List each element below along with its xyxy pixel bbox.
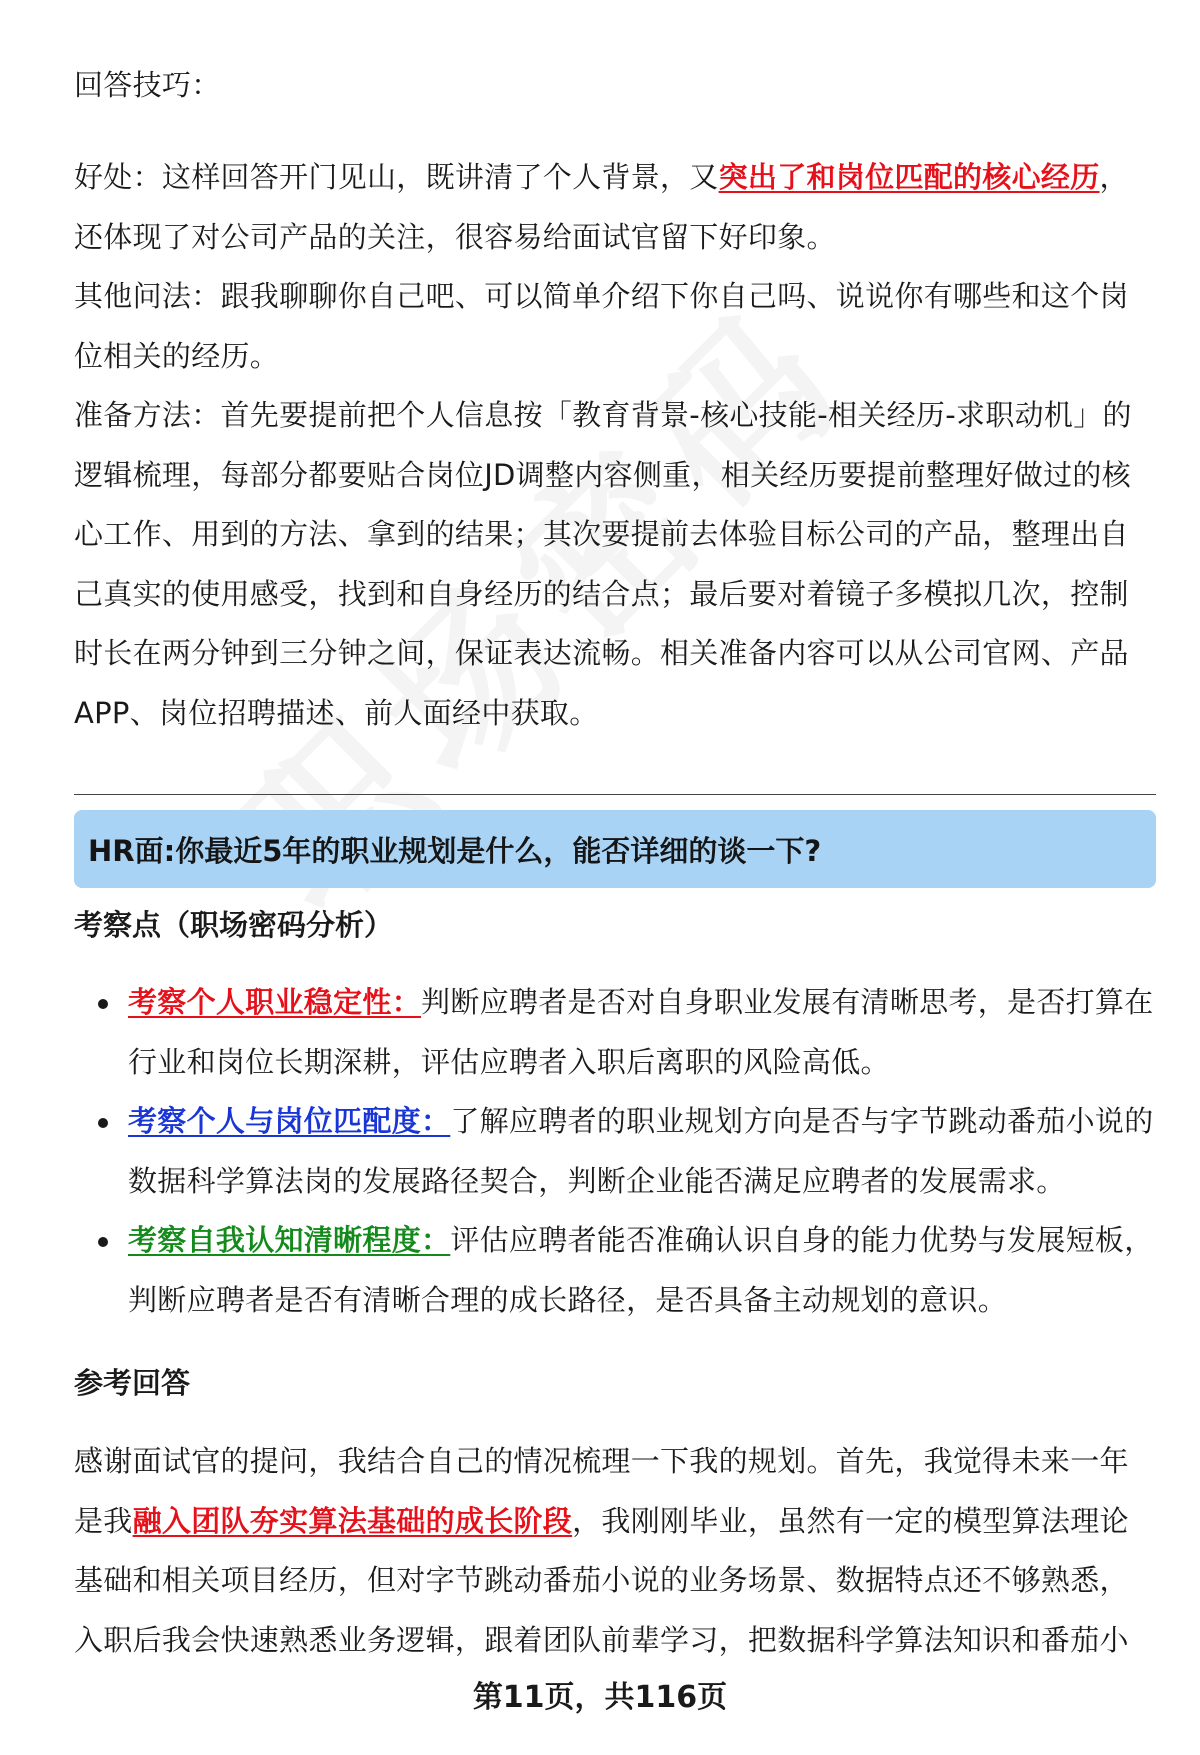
- analysis-item-text: 判断应聘者是否对自身职业发展有清晰思考，是否打算在行业和岗位长期深耕，评估应聘者入职后离职的风险高低。: [128, 985, 1154, 1079]
- benefit-prefix: 好处：这样回答开门见山，既讲清了个人背景，又: [74, 160, 719, 194]
- bullet-dot: [98, 1118, 108, 1128]
- analysis-item-label: 考察个人与岗位匹配度：: [128, 1104, 451, 1138]
- prep-method: 准备方法：首先要提前把个人信息按「教育背景-核心技能-相关经历-求职动机」的逻辑梳理，每部分都要贴合岗位JD调整内容侧重，相关经历要提前整理好做过的核心工作、用到的方法、拿到的结果；其次要提前去体验目标公司的产品，整理出自己真实的使用感受，找到和自身经历的结合点；最后要对着镜子多模拟几次，控制时长在两分钟到三分钟之间，保证表达流畅。相关准备内容可以从公司官网、产品APP、岗位招聘描述、前人面经中获取。: [74, 398, 1132, 730]
- analysis-item-label: 考察个人职业稳定性：: [128, 985, 422, 1019]
- analysis-heading: 考察点（职场密码分析）: [74, 908, 394, 942]
- question-box: [74, 810, 1156, 888]
- bullet-dot: [98, 999, 108, 1009]
- benefit-highlight: 突出了和岗位匹配的核心经历: [718, 160, 1100, 194]
- analysis-list: [74, 973, 1156, 1330]
- analysis-item-text: 评估应聘者能否准确认识自身的能力优势与发展短板，判断应聘者是否有清晰合理的成长路径，是否具备主动规划的意识。: [128, 1223, 1154, 1317]
- analysis-item: [74, 1092, 1156, 1211]
- analysis-item-label: 考察自我认知清晰程度：: [128, 1223, 451, 1257]
- other-questions: 其他问法：跟我聊聊你自己吧、可以简单介绍下你自己吗、说说你有哪些和这个岗位相关的经历。: [74, 279, 1129, 373]
- question-title: HR面:你最近5年的职业规划是什么，能否详细的谈一下?: [88, 833, 822, 868]
- benefit-suffix: ，还体现了对公司产品的关注，很容易给面试官留下好印象。: [74, 160, 1129, 254]
- reference-heading: 参考回答: [74, 1366, 191, 1400]
- bullet-dot: [98, 1237, 108, 1247]
- reference-suffix: ，我刚刚毕业，虽然有一定的模型算法理论基础和相关项目经历，但对字节跳动番茄小说的业务场景、数据特点还不够熟悉，入职后我会快速熟悉业务逻辑，跟着团队前辈学习，把数据科学算法知识和番茄小: [74, 1503, 1129, 1657]
- analysis-item: [74, 973, 1156, 1092]
- tips-label: 回答技巧：: [74, 68, 221, 102]
- section-divider: [74, 794, 1156, 795]
- reference-prefix: 感谢面试官的提问，我结合自己的情况梳理一下我的规划。首先，我觉得未来一年是我: [74, 1444, 1129, 1538]
- page-footer: 第11页，共116页: [472, 1680, 728, 1715]
- analysis-item-text: 了解应聘者的职业规划方向是否与字节跳动番茄小说的数据科学算法岗的发展路径契合，判断企业能否满足应聘者的发展需求。: [128, 1104, 1154, 1198]
- reference-highlight: 融入团队夯实算法基础的成长阶段: [132, 1503, 573, 1538]
- reference-paragraph: [74, 1432, 1156, 1670]
- analysis-item: [74, 1211, 1156, 1330]
- benefit-paragraph: [74, 148, 1156, 267]
